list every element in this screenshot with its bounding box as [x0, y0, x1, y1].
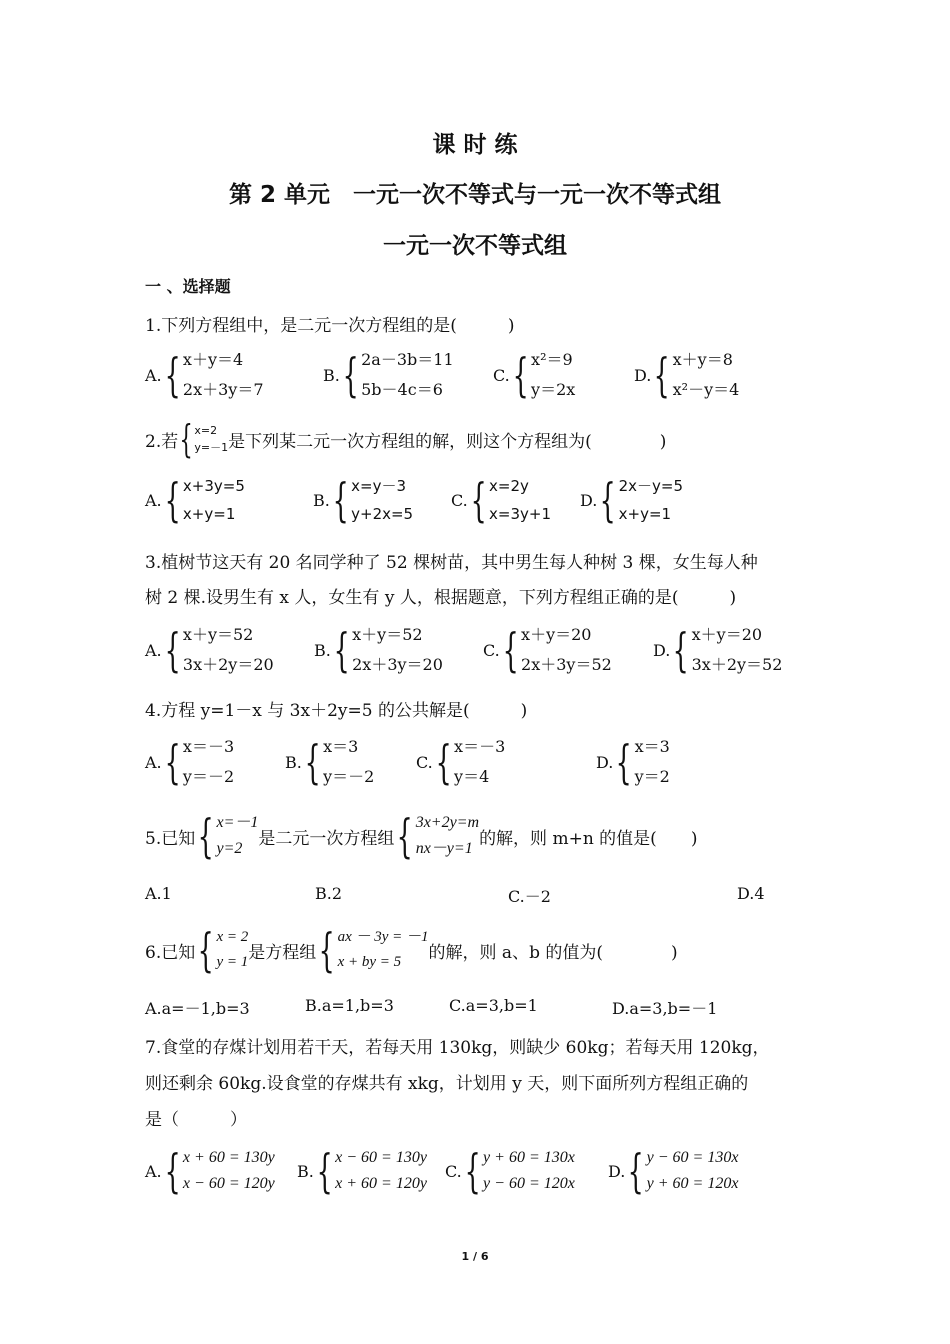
option-label: C.	[493, 365, 510, 385]
brace: {	[470, 473, 487, 527]
q4-option-a[interactable]	[145, 732, 234, 792]
brace: {	[464, 1144, 481, 1198]
option-label: A.	[145, 1161, 162, 1181]
equation: y = 1	[216, 954, 249, 970]
equation: x＝－3	[454, 737, 506, 756]
equation: y − 60 = 120x	[483, 1175, 575, 1192]
option-label: D.	[596, 752, 614, 772]
option-label: A.	[145, 490, 162, 510]
equation: y＝4	[454, 767, 490, 786]
brace: {	[615, 735, 633, 789]
equation: x＝3	[323, 737, 359, 756]
equation: x+y=1	[182, 505, 236, 523]
q5-option-a[interactable]: A.1	[145, 884, 172, 903]
q4-option-d[interactable]	[596, 732, 670, 792]
q6-option-a[interactable]: A.a=－1,b=3	[145, 999, 250, 1018]
brace: {	[164, 735, 181, 789]
q5-option-d[interactable]: D.4	[737, 884, 765, 903]
equation: 2x＋3y＝20	[352, 655, 443, 674]
q4-option-b[interactable]	[285, 732, 374, 792]
equation-system	[316, 925, 428, 975]
stem-text: 是二元一次方程组	[258, 828, 395, 849]
option-label: B.	[323, 365, 340, 385]
option-label: D.	[634, 365, 652, 385]
equation: 3x＋2y＝20	[182, 655, 274, 674]
equation: x − 60 = 130y	[335, 1149, 427, 1166]
question-2-stem	[145, 417, 667, 461]
equation: y＝2	[634, 767, 670, 786]
q7-option-b[interactable]	[297, 1145, 427, 1197]
brace: {	[318, 923, 335, 977]
q6-option-c[interactable]: C.a=3,b=1	[449, 996, 538, 1015]
option-label: C.	[451, 490, 468, 510]
q1-option-a[interactable]	[145, 345, 264, 405]
q4-option-c[interactable]	[416, 732, 505, 792]
equation: x + 60 = 120y	[335, 1175, 427, 1192]
brace: {	[164, 1144, 181, 1198]
equation: 2a－3b＝11	[361, 350, 454, 369]
q5-option-b[interactable]: B.2	[315, 884, 343, 903]
question-5-stem	[145, 810, 697, 862]
brace: {	[512, 348, 529, 402]
equation: x=2y	[489, 477, 529, 495]
stem-text: 的解，则 m+n 的值是( )	[479, 828, 698, 849]
equation: x＋y＝4	[182, 350, 244, 369]
equation: y − 60 = 130x	[646, 1149, 739, 1166]
q3-option-c[interactable]	[483, 620, 612, 680]
brace: {	[627, 1144, 645, 1198]
brace: {	[672, 623, 690, 677]
page-title: 课 时 练	[432, 132, 518, 158]
option-label: A.	[145, 640, 162, 660]
stem-text: 5.已知	[145, 828, 196, 849]
question-7-stem-line2: 则还剩余 60kg.设食堂的存煤共有 xkg，计划用 y 天，则下面所列方程组正确的	[145, 1074, 749, 1094]
option-label: B.	[297, 1161, 314, 1181]
equation: 3x＋2y＝52	[691, 655, 783, 674]
brace: {	[304, 735, 321, 789]
question-1-stem: 1.下列方程组中，是二元一次方程组的是( )	[145, 316, 515, 336]
brace: {	[653, 348, 671, 402]
equation: x = 2	[216, 929, 249, 945]
equation: 3x+2y=m	[415, 814, 480, 831]
stem-text: 是下列某二元一次方程组的解，则这个方程组为( )	[228, 431, 667, 452]
question-7-stem-line1: 7.食堂的存煤计划用若干天，若每天用 130kg，则缺少 60kg；若每天用 120kg，	[145, 1038, 770, 1058]
q2-option-d[interactable]	[580, 472, 683, 528]
option-label: C.	[445, 1161, 462, 1181]
equation: y=2	[216, 840, 243, 857]
question-7-stem-line3: 是（ ）	[145, 1110, 247, 1130]
equation: y + 60 = 120x	[646, 1175, 739, 1192]
section-heading: 一 、选择题	[145, 277, 231, 296]
stem-text: 是方程组	[248, 942, 317, 963]
q6-option-d[interactable]: D.a=3,b=－1	[612, 999, 718, 1018]
brace: {	[502, 623, 519, 677]
equation: 2x＋3y＝52	[521, 655, 612, 674]
option-label: D.	[653, 640, 671, 660]
option-label: A.	[145, 752, 162, 772]
equation: 2x＋3y＝7	[182, 380, 264, 399]
option-label: A.	[145, 365, 162, 385]
equation: ax － 3y = －1	[337, 929, 429, 945]
q6-option-b[interactable]: B.a=1,b=3	[305, 996, 394, 1015]
equation: x＋y＝20	[521, 625, 592, 644]
equation: y＝2x	[531, 380, 576, 399]
q1-option-c[interactable]	[493, 345, 575, 405]
brace: {	[179, 417, 193, 461]
given-solution	[178, 417, 229, 461]
equation: x＝－3	[182, 737, 235, 756]
brace: {	[342, 348, 359, 402]
stem-text: 2.若	[145, 431, 179, 452]
option-label: B.	[313, 490, 330, 510]
equation: x=3y+1	[489, 505, 552, 523]
equation: x=y－3	[351, 477, 406, 495]
equation: nx－y=1	[415, 840, 473, 857]
brace: {	[164, 348, 181, 402]
brace: {	[397, 809, 414, 863]
brace: {	[333, 623, 350, 677]
equation: x＋y＝52	[182, 625, 254, 644]
equation: x+3y=5	[182, 477, 245, 495]
equation: x＝3	[634, 737, 670, 756]
equation: 2x－y=5	[618, 477, 684, 495]
topic-title: 一元一次不等式组	[383, 233, 567, 259]
brace: {	[332, 473, 349, 527]
equation: x²＝9	[531, 350, 573, 369]
equation: x + 60 = 130y	[182, 1149, 275, 1166]
equation: x＋y＝8	[672, 350, 733, 369]
equation: y＝－2	[323, 767, 375, 786]
equation: x+y=1	[618, 505, 672, 523]
q3-option-b[interactable]	[314, 620, 443, 680]
option-label: D.	[580, 490, 598, 510]
q1-option-b[interactable]	[323, 345, 454, 405]
stem-text: 6.已知	[145, 942, 196, 963]
q7-option-d[interactable]	[608, 1145, 738, 1197]
equation: y + 60 = 130x	[483, 1149, 575, 1166]
brace: {	[599, 473, 617, 527]
option-label: C.	[416, 752, 433, 772]
equation-system	[394, 810, 479, 862]
q1-option-d[interactable]	[634, 345, 739, 405]
given-solution	[195, 810, 258, 862]
brace: {	[164, 623, 181, 677]
q2-option-b[interactable]	[313, 472, 413, 528]
equation: 5b－4c＝6	[361, 380, 443, 399]
question-3-stem-line1: 3.植树节这天有 20 名同学种了 52 棵树苗，其中男生每人种树 3 棵，女生每人种	[145, 553, 758, 573]
equation: x＋y＝52	[352, 625, 423, 644]
equation: x + by = 5	[337, 954, 402, 970]
stem-text: 的解，则 a、b 的值为( )	[428, 942, 678, 963]
question-4-stem: 4.方程 y=1－x 与 3x＋2y=5 的公共解是( )	[145, 701, 528, 721]
option-label: B.	[285, 752, 302, 772]
brace: {	[435, 735, 452, 789]
equation: x=2	[194, 424, 218, 437]
equation: y=－1	[194, 441, 229, 454]
question-3-stem-line2: 树 2 棵.设男生有 x 人，女生有 y 人，根据题意，下列方程组正确的是( )	[145, 588, 737, 608]
q7-option-a[interactable]	[145, 1145, 275, 1197]
equation: x=－1	[216, 814, 259, 831]
brace: {	[316, 1144, 333, 1198]
equation: x − 60 = 120y	[182, 1175, 275, 1192]
option-label: C.	[483, 640, 500, 660]
brace: {	[197, 923, 214, 977]
equation: y+2x=5	[351, 505, 414, 523]
given-solution	[195, 925, 248, 975]
q7-option-c[interactable]	[445, 1145, 575, 1197]
question-6-stem	[145, 925, 678, 975]
option-label: B.	[314, 640, 331, 660]
q5-option-c[interactable]: C.－2	[508, 887, 551, 906]
page-number: 1 / 6	[461, 1250, 489, 1263]
equation: y＝－2	[182, 767, 235, 786]
equation: x＋y＝20	[691, 625, 763, 644]
equation: x²－y＝4	[672, 380, 740, 399]
unit-title: 第 2 单元 一元一次不等式与一元一次不等式组	[228, 182, 722, 208]
brace: {	[197, 809, 214, 863]
q3-option-a[interactable]	[145, 620, 274, 680]
brace: {	[164, 473, 181, 527]
option-label: D.	[608, 1161, 626, 1181]
q2-option-a[interactable]	[145, 472, 245, 528]
q3-option-d[interactable]	[653, 620, 782, 680]
q2-option-c[interactable]	[451, 472, 551, 528]
